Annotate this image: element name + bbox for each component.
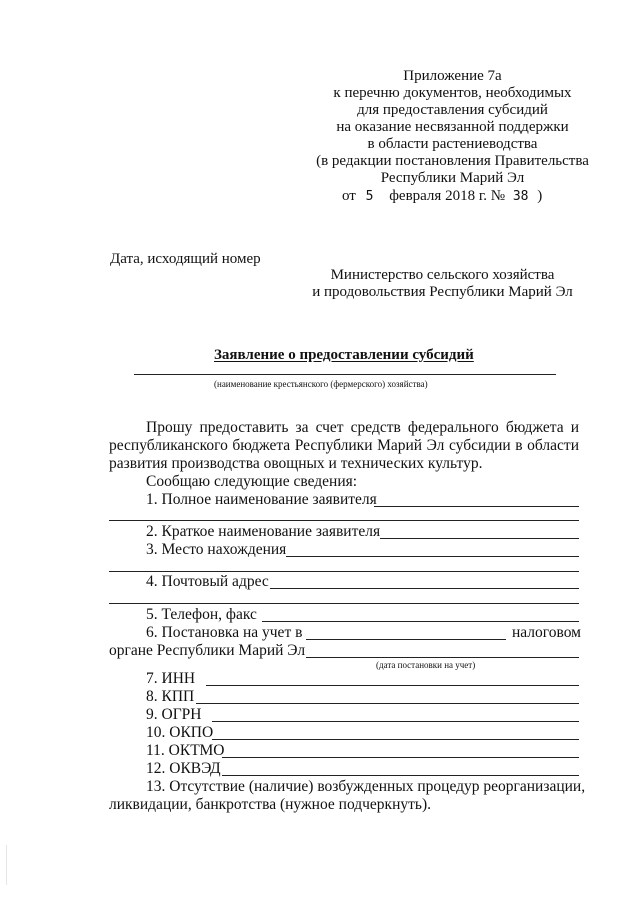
appendix-line-5: в области растениеводства	[367, 136, 538, 152]
appendix-line-4: на оказание несвязанной поддержки	[336, 119, 569, 135]
appendix-line-7: Республики Марий Эл	[380, 170, 525, 186]
field-6-label-tax: налоговом	[512, 624, 581, 641]
field-8-input-line[interactable]	[196, 703, 579, 704]
appendix-line-6: (в редакции постановления Правительства	[316, 153, 589, 169]
request-line-2: республиканского бюджета Республики Марий Эл субсидии в области	[109, 437, 579, 454]
recipient-line-2: и продовольствия Республики Марий Эл	[312, 284, 573, 300]
field-5-input-line[interactable]	[262, 621, 579, 622]
appendix-month-year: февраля 2018 г. №	[389, 188, 506, 204]
scan-artifact	[6, 845, 7, 885]
field-11-input-line[interactable]	[222, 757, 579, 758]
date-outgoing-label: Дата, исходящий номер	[110, 251, 261, 267]
appendix-line-3: для предоставления субсидий	[357, 102, 548, 118]
appendix-from: от	[342, 188, 356, 204]
field-2-label: 2. Краткое наименование заявителя	[146, 523, 381, 540]
field-6-date-input-line[interactable]	[306, 639, 506, 640]
field-5-label: 5. Телефон, факс	[146, 606, 257, 623]
appendix-line-2: к перечню документов, необходимых	[333, 85, 572, 101]
field-4-label: 4. Почтовый адрес	[146, 573, 269, 590]
recipient-line-1: Министерство сельского хозяйства	[330, 267, 555, 283]
request-line-3: развития производства овощных и технических культур.	[109, 455, 483, 472]
field-12-label: 12. ОКВЭД	[146, 760, 221, 777]
field-4-input-line-2[interactable]	[109, 603, 579, 604]
field-13-line-2: ликвидации, банкротства (нужное подчеркнуть).	[109, 796, 432, 813]
field-6-organ-input-line[interactable]	[306, 657, 579, 658]
field-7-label: 7. ИНН	[146, 670, 196, 687]
appendix-line-1: Приложение 7а	[403, 68, 502, 84]
appendix-day: 5	[365, 189, 374, 204]
appendix-close: )	[537, 188, 543, 204]
field-9-input-line[interactable]	[212, 721, 579, 722]
request-line-1: Прошу предоставить за счет средств федерального бюджета и	[146, 419, 579, 436]
field-4-input-line[interactable]	[270, 588, 579, 589]
field-6-label: 6. Постановка на учет в	[146, 624, 303, 641]
field-1-input-line-2[interactable]	[109, 520, 579, 521]
field-6-label-organ: органе Республики Марий Эл	[109, 642, 306, 659]
field-7-input-line[interactable]	[206, 685, 579, 686]
field-10-label: 10. ОКПО	[146, 724, 214, 741]
field-9-label: 9. ОГРН	[146, 706, 202, 723]
field-8-label: 8. КПП	[146, 688, 195, 705]
field-3-input-line[interactable]	[286, 556, 579, 557]
farm-name-line	[134, 374, 556, 375]
field-3-input-line-2[interactable]	[109, 571, 579, 572]
document-title: Заявление о предоставлении субсидий	[214, 347, 474, 363]
intro-text: Сообщаю следующие сведения:	[146, 473, 358, 490]
appendix-number: 38	[512, 189, 529, 204]
field-12-input-line[interactable]	[222, 775, 579, 776]
field-6-caption: (дата постановки на учет)	[376, 660, 476, 670]
field-11-label: 11. ОКТМО	[146, 742, 225, 759]
field-1-label: 1. Полное наименование заявителя	[146, 491, 377, 508]
field-2-input-line[interactable]	[380, 538, 579, 539]
recipient-block	[300, 267, 585, 301]
appendix-date-line	[342, 188, 542, 205]
field-1-input-line[interactable]	[374, 506, 579, 507]
field-13-line-1: 13. Отсутствие (наличие) возбужденных процедур реорганизации,	[146, 778, 586, 795]
field-10-input-line[interactable]	[212, 739, 579, 740]
appendix-header	[290, 68, 615, 187]
farm-name-caption: (наименование крестьянского (фермерского) хозяйства)	[214, 379, 428, 389]
field-3-label: 3. Место нахождения	[146, 541, 287, 558]
